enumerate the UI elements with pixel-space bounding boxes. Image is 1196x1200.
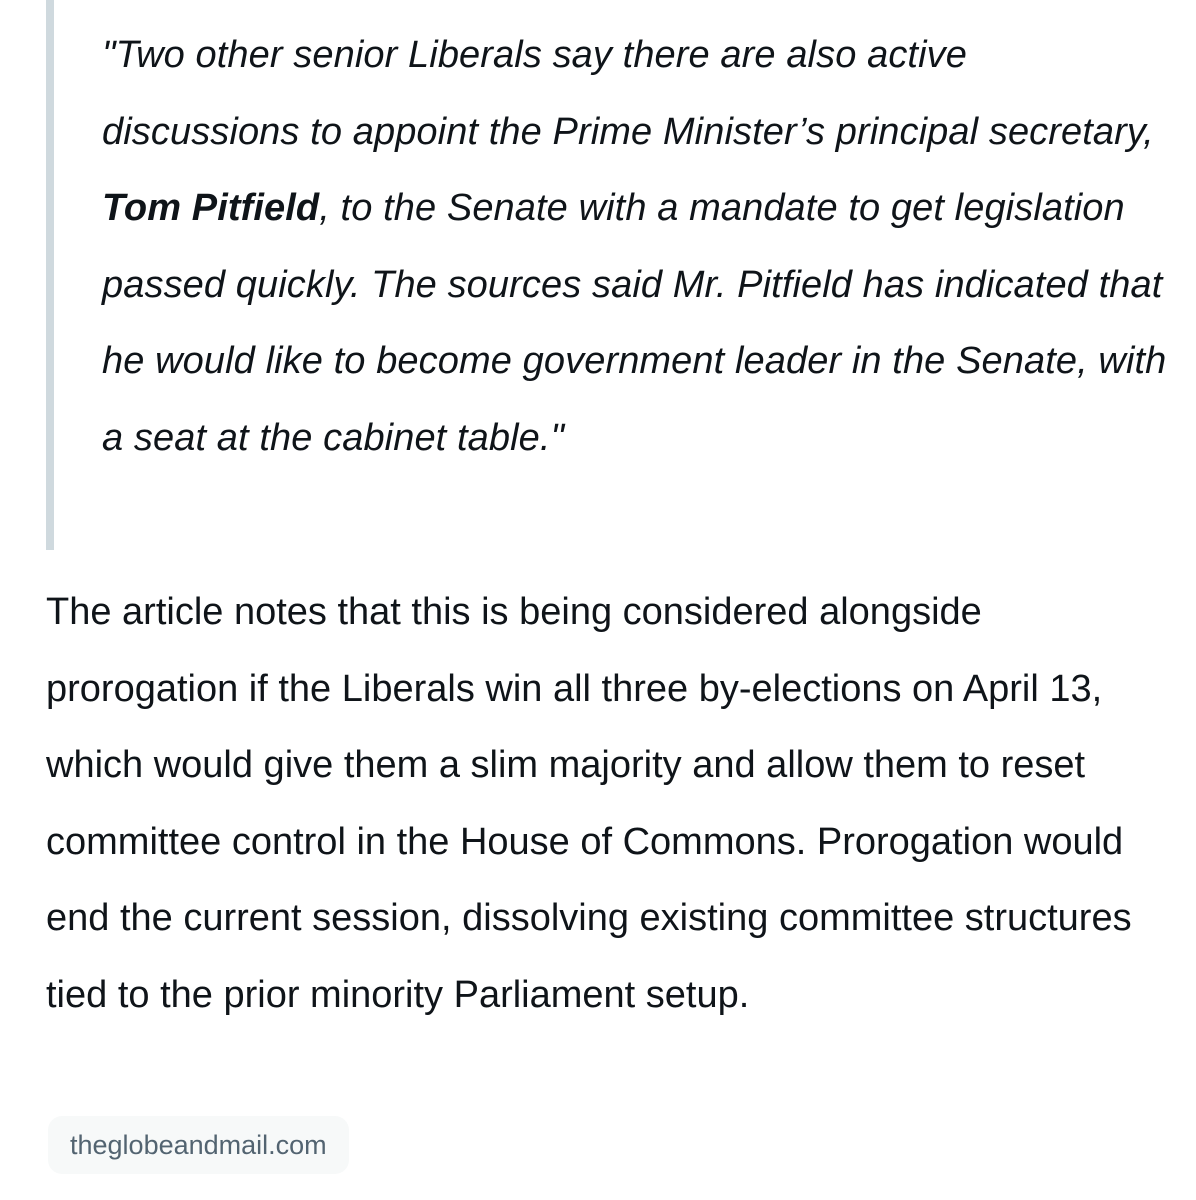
link-card-domain-chip[interactable] [48, 1116, 349, 1174]
quote-text-after: , to the Senate with a mandate to get legislation passed quickly. The sources said Mr. Pitfield has indicated that he would like to become government leader in the Senate, with a seat at the cabinet table." [102, 187, 1167, 459]
quote-bold-name: Tom Pitfield [102, 187, 320, 229]
link-domain-text[interactable]: theglobeandmail.com [70, 1129, 327, 1160]
blockquote-text [102, 17, 1172, 476]
quote-text-before: "Two other senior Liberals say there are also active discussions to appoint the Prime Minister’s principal secretary, [102, 34, 1154, 153]
body-paragraph: The article notes that this is being considered alongside prorogation if the Liberals win all three by-elections on April 13, which would give them a slim majority and allow them to reset committee control in the House of Commons. Prorogation would end the current session, dissolving existing committee structures tied to the prior minority Parliament setup. [46, 591, 1132, 1016]
